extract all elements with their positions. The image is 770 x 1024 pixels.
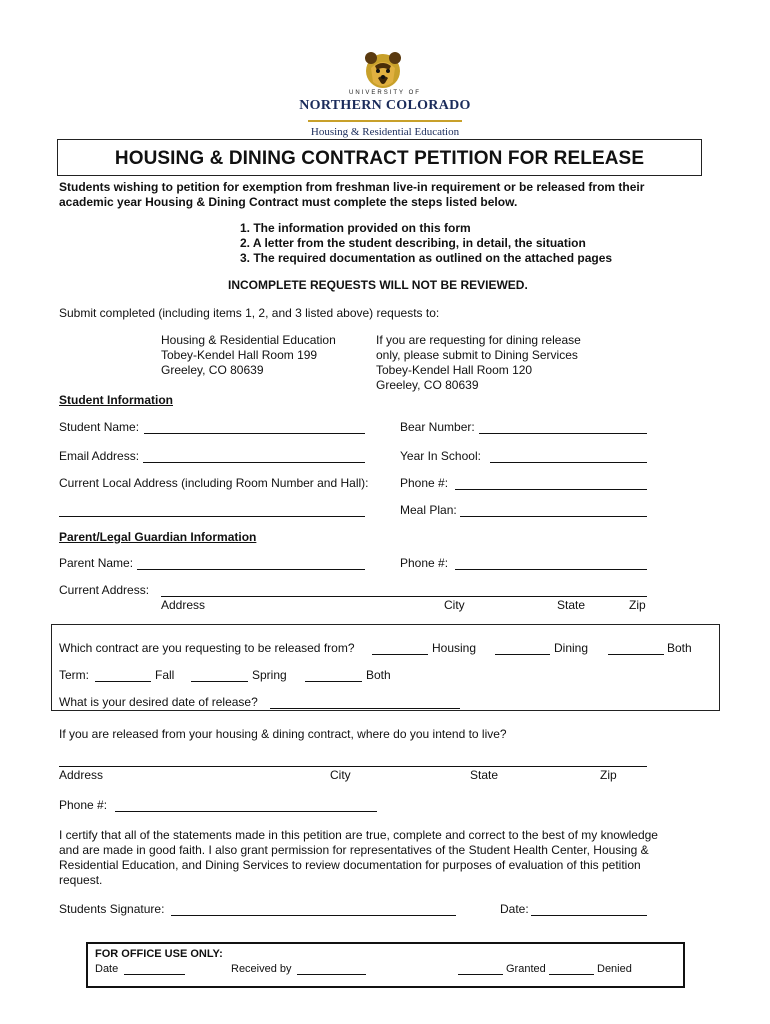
university-small-text: UNIVERSITY OF xyxy=(349,90,421,96)
office-received-label: Received by xyxy=(231,963,292,975)
bear-number-field[interactable] xyxy=(479,433,647,434)
dining-address-line: Greeley, CO 80639 xyxy=(376,378,479,392)
signature-date-field[interactable] xyxy=(531,915,647,916)
new-address-field[interactable] xyxy=(59,766,647,767)
parent-phone-label: Phone #: xyxy=(400,556,449,570)
signature-field[interactable] xyxy=(171,915,456,916)
email-label: Email Address: xyxy=(59,449,140,463)
year-in-school-field[interactable] xyxy=(490,462,647,463)
intro-line-2: academic year Housing & Dining Contract must complete the steps listed below. xyxy=(59,195,518,209)
certify-line: and are made in good faith. I also grant permission for representatives of the Student Health Center, Housing & xyxy=(59,843,649,857)
local-address-field[interactable] xyxy=(59,516,365,517)
submit-instructions: Submit completed (including items 1, 2, and 3 listed above) requests to: xyxy=(59,306,440,320)
contract-question: Which contract are you requesting to be released from? xyxy=(59,641,355,655)
new-phone-field[interactable] xyxy=(115,811,377,812)
university-logo xyxy=(290,50,480,142)
release-date-label: What is your desired date of release? xyxy=(59,695,258,709)
parent-state-caption: State xyxy=(557,598,586,612)
signature-date-label: Date: xyxy=(500,902,529,916)
new-city-caption: City xyxy=(330,768,351,782)
student-phone-label: Phone #: xyxy=(400,476,449,490)
new-state-caption: State xyxy=(470,768,499,782)
granted-choice-field[interactable] xyxy=(458,974,503,975)
term-label: Term: xyxy=(59,668,89,682)
intro-line-1: Students wishing to petition for exemption from freshman live-in requirement or be released from their xyxy=(59,180,645,194)
housing-address-line: Tobey-Kendel Hall Room 199 xyxy=(161,348,318,362)
bear-mascot-icon xyxy=(363,50,403,90)
parent-zip-caption: Zip xyxy=(629,598,646,612)
fall-choice-field[interactable] xyxy=(95,681,151,682)
step-3: 3. The required documentation as outlined on the attached pages xyxy=(240,251,613,265)
certify-line: I certify that all of the statements made in this petition are true, complete and correct to the best of my knowledge xyxy=(59,828,658,842)
parent-phone-field[interactable] xyxy=(455,569,647,570)
new-zip-caption: Zip xyxy=(600,768,617,782)
university-name: NORTHERN COLORADO xyxy=(299,98,471,113)
denied-label: Denied xyxy=(597,963,632,975)
spring-option-label: Spring xyxy=(252,668,287,682)
parent-address-label: Current Address: xyxy=(59,583,150,597)
housing-address-line: Housing & Residential Education xyxy=(161,333,336,347)
parent-name-label: Parent Name: xyxy=(59,556,134,570)
certify-line: request. xyxy=(59,873,103,887)
page-title: HOUSING & DINING CONTRACT PETITION FOR RELEASE xyxy=(114,148,645,169)
logo-divider xyxy=(308,120,462,122)
spring-choice-field[interactable] xyxy=(191,681,248,682)
email-field[interactable] xyxy=(143,462,365,463)
granted-label: Granted xyxy=(506,963,546,975)
both-choice-field[interactable] xyxy=(608,654,664,655)
housing-option-label: Housing xyxy=(432,641,477,655)
fall-option-label: Fall xyxy=(155,668,175,682)
new-phone-label: Phone #: xyxy=(59,798,108,812)
denied-choice-field[interactable] xyxy=(549,974,594,975)
term-both-choice-field[interactable] xyxy=(305,681,362,682)
both-option-label: Both xyxy=(667,641,692,655)
student-name-field[interactable] xyxy=(144,433,365,434)
parent-address-caption: Address xyxy=(161,598,206,612)
parent-city-caption: City xyxy=(444,598,465,612)
parent-name-field[interactable] xyxy=(137,569,365,570)
live-question: If you are released from your housing & dining contract, where do you intend to live? xyxy=(59,727,507,741)
dining-address-line: only, please submit to Dining Services xyxy=(376,348,578,362)
certify-line: Residential Education, and Dining Services to review documentation for purposes of evaluation of this petition xyxy=(59,858,641,872)
student-info-heading: Student Information xyxy=(59,393,173,407)
office-use-heading: FOR OFFICE USE ONLY: xyxy=(95,948,223,960)
meal-plan-field[interactable] xyxy=(460,516,647,517)
parent-info-heading: Parent/Legal Guardian Information xyxy=(59,530,257,544)
signature-label: Students Signature: xyxy=(59,902,165,916)
step-1: 1. The information provided on this form xyxy=(240,221,471,235)
dining-address-line: If you are requesting for dining release xyxy=(376,333,581,347)
housing-choice-field[interactable] xyxy=(372,654,428,655)
year-in-school-label: Year In School: xyxy=(400,449,481,463)
dining-option-label: Dining xyxy=(554,641,589,655)
housing-address-line: Greeley, CO 80639 xyxy=(161,363,264,377)
office-received-field[interactable] xyxy=(297,974,366,975)
step-2: 2. A letter from the student describing, in detail, the situation xyxy=(240,236,586,250)
title-box xyxy=(57,139,702,176)
meal-plan-label: Meal Plan: xyxy=(400,503,457,517)
department-name: Housing & Residential Education xyxy=(310,126,460,138)
student-phone-field[interactable] xyxy=(455,489,647,490)
term-both-option-label: Both xyxy=(366,668,391,682)
office-date-field[interactable] xyxy=(124,974,185,975)
incomplete-warning: INCOMPLETE REQUESTS WILL NOT BE REVIEWED. xyxy=(228,278,528,292)
local-address-label: Current Local Address (including Room Number and Hall): xyxy=(59,476,369,490)
parent-address-field[interactable] xyxy=(161,596,647,597)
release-date-field[interactable] xyxy=(270,708,460,709)
dining-address-line: Tobey-Kendel Hall Room 120 xyxy=(376,363,533,377)
new-address-caption: Address xyxy=(59,768,104,782)
student-name-label: Student Name: xyxy=(59,420,140,434)
bear-number-label: Bear Number: xyxy=(400,420,475,434)
office-date-label: Date xyxy=(95,963,119,975)
dining-choice-field[interactable] xyxy=(495,654,550,655)
